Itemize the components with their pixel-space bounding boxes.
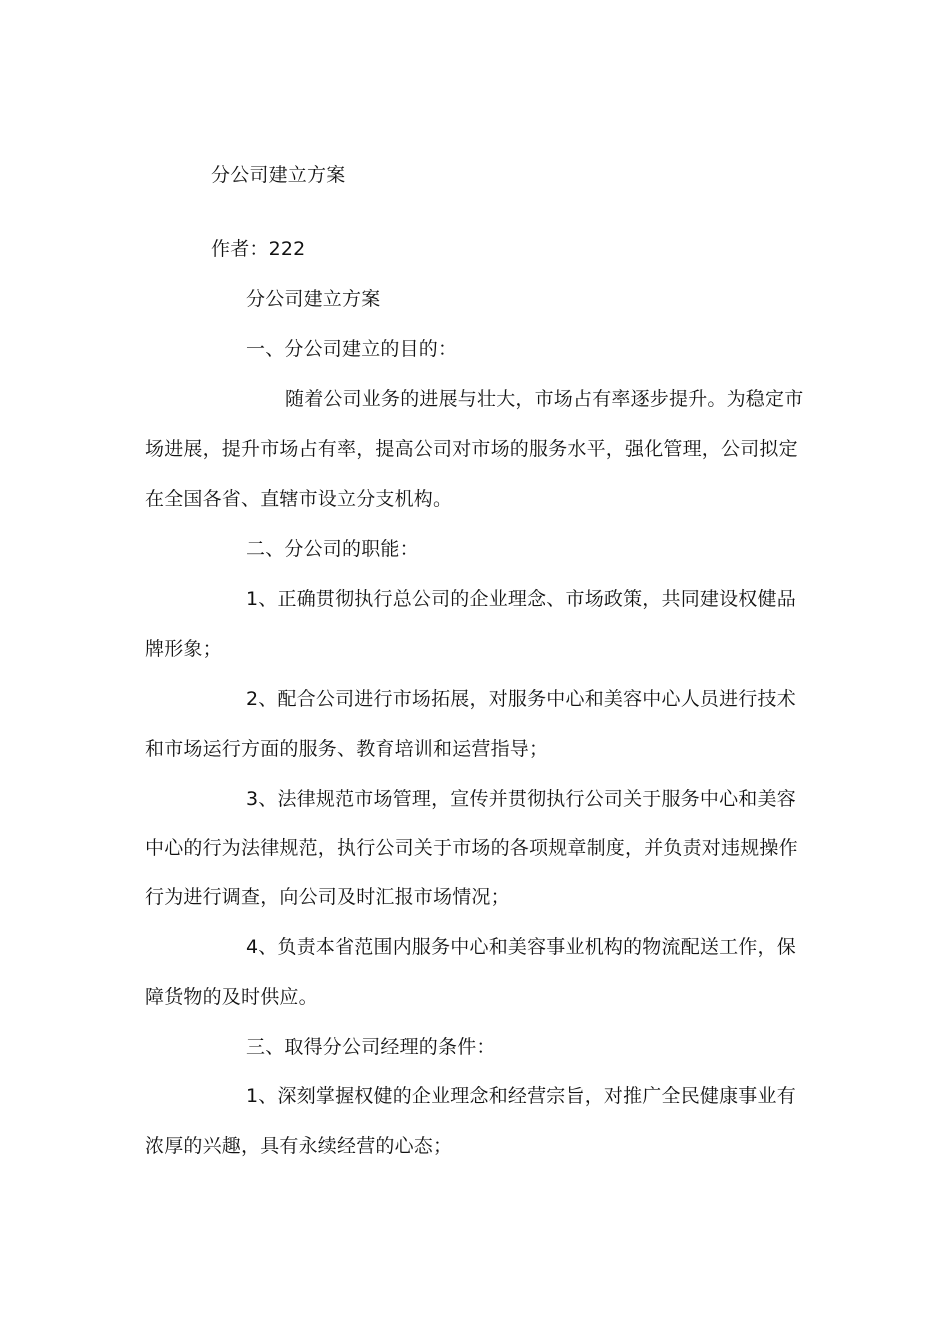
list-item-line: 障货物的及时供应。 (145, 986, 318, 1008)
list-item-line: 中心的行为法律规范，执行公司关于市场的各项规章制度，并负责对违规操作 (145, 837, 798, 859)
section-heading: 二、分公司的职能： (246, 538, 419, 560)
list-item-line: 行为进行调查，向公司及时汇报市场情况； (145, 886, 510, 908)
paragraph-line: 场进展，提升市场占有率，提高公司对市场的服务水平，强化管理，公司拟定 (145, 438, 798, 460)
list-item-line: 1、正确贯彻执行总公司的企业理念、市场政策，共同建设权健品 (246, 588, 796, 610)
document-title: 分公司建立方案 (211, 164, 346, 186)
list-item-line: 牌形象； (145, 638, 222, 660)
section-heading: 一、分公司建立的目的： (246, 338, 458, 360)
list-item-line: 4、负责本省范围内服务中心和美容事业机构的物流配送工作，保 (246, 936, 796, 958)
list-item-line: 2、配合公司进行市场拓展，对服务中心和美容中心人员进行技术 (246, 688, 796, 710)
section-heading: 分公司建立方案 (246, 288, 381, 310)
list-item-line: 浓厚的兴趣，具有永续经营的心态； (145, 1135, 453, 1157)
paragraph-line: 随着公司业务的进展与壮大，市场占有率逐步提升。为稳定市 (285, 388, 804, 410)
paragraph-line: 在全国各省、直辖市设立分支机构。 (145, 488, 453, 510)
list-item-line: 和市场运行方面的服务、教育培训和运营指导； (145, 738, 549, 760)
list-item-line: 1、深刻掌握权健的企业理念和经营宗旨，对推广全民健康事业有 (246, 1085, 796, 1107)
list-item-line: 3、法律规范市场管理，宣传并贯彻执行公司关于服务中心和美容 (246, 788, 796, 810)
document-author: 作者：222 (211, 238, 306, 260)
section-heading: 三、取得分公司经理的条件： (246, 1036, 496, 1058)
